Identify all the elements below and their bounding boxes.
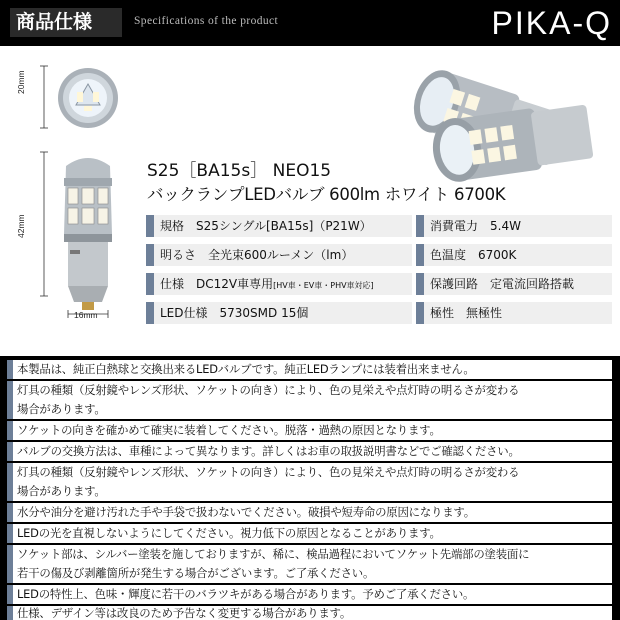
note-accent-bar (7, 503, 13, 522)
spec-accent-bar (416, 302, 424, 324)
note-accent-bar (7, 442, 13, 461)
spec-brightness (146, 244, 412, 266)
spec-led-text: LED仕様 5730SMD 15個 (160, 306, 309, 320)
dimension-20mm-label: 20mm (16, 70, 26, 94)
spec-accent-bar (416, 273, 424, 295)
spec-operation-note: [HV車・EV車・PHV車対応] (273, 281, 374, 290)
note-text: 本製品は、純正白熱球と交換出来るLEDバルブです。純正LEDランプには装着出来ません。 (17, 362, 475, 376)
note-item (7, 503, 612, 522)
spec-accent-bar (416, 215, 424, 237)
bulb-dimension-drawing (18, 56, 118, 326)
note-accent-bar (7, 421, 13, 440)
spec-operation-label: 仕様 DC12V車専用 (160, 277, 274, 291)
note-text-continued: 場合があります。 (17, 402, 106, 416)
note-text-continued: 若干の傷及び剥離箇所が発生する場合がございます。ご了承ください。 (17, 566, 375, 580)
caution-notes (0, 356, 620, 620)
section-tag (10, 8, 122, 37)
section-title: 商品仕様 (16, 11, 93, 33)
note-accent-bar (7, 606, 13, 620)
note-item (7, 524, 612, 543)
note-accent-bar (7, 545, 13, 583)
note-item (7, 585, 612, 604)
note-accent-bar (7, 463, 13, 501)
spec-operation (146, 273, 412, 295)
note-text-continued: 場合があります。 (17, 484, 106, 498)
spec-led (146, 302, 412, 324)
note-text: ソケットの向きを確かめて確実に装着してください。脱落・過熱の原因となります。 (17, 423, 441, 437)
spec-polarity-text: 極性 無極性 (430, 306, 503, 320)
spec-operation-text (160, 273, 374, 295)
spec-accent-bar (146, 302, 154, 324)
spec-color-temp (416, 244, 612, 266)
spec-accent-bar (416, 244, 424, 266)
spec-accent-bar (146, 273, 154, 295)
section-subtitle: Specifications of the product (134, 15, 279, 27)
note-text: 仕様、デザイン等は改良のため予告なく変更する場合があります。 (17, 606, 352, 620)
spec-protection-text: 保護回路 定電流回路搭載 (430, 277, 575, 291)
note-item (7, 442, 612, 461)
note-text: 灯具の種類（反射鏡やレンズ形状、ソケットの向き）により、色の見栄えや点灯時の明るさが変わる (17, 465, 520, 479)
note-accent-bar (7, 585, 13, 604)
note-text: 水分や油分を避け汚れた手や手袋で扱わないでください。破損や短寿命の原因になります。 (17, 505, 475, 519)
spec-brightness-text: 明るさ 全光束600ルーメン（lm） (160, 248, 354, 262)
note-text: 灯具の種類（反射鏡やレンズ形状、ソケットの向き）により、色の見栄えや点灯時の明るさが変わる (17, 383, 520, 397)
note-item (7, 381, 612, 419)
note-accent-bar (7, 524, 13, 543)
note-accent-bar (7, 381, 13, 419)
spec-power (416, 215, 612, 237)
spec-power-text: 消費電力 5.4W (430, 219, 521, 233)
product-title-line2: バックランプLEDバルブ 600lm ホワイト 6700K (147, 185, 506, 204)
note-item (7, 545, 612, 583)
product-photo (378, 44, 620, 202)
note-item (7, 421, 612, 440)
note-item (7, 360, 612, 379)
bulb-dimension-figure (18, 56, 118, 326)
spec-accent-bar (146, 215, 154, 237)
dimension-16mm-label: 16mm (74, 310, 98, 320)
bulb-pair-image (378, 44, 620, 202)
product-title-line1: S25［BA15s］ NEO15 (147, 161, 332, 181)
note-text: バルブの交換方法は、車種によって異なります。詳しくはお車の取扱説明書などでご確認ください。 (17, 444, 520, 458)
spec-protection (416, 273, 612, 295)
spec-color-temp-text: 色温度 6700K (430, 248, 517, 262)
dimension-42mm-label: 42mm (16, 214, 26, 238)
note-item (7, 606, 612, 620)
note-text: LEDの光を直視しないようにしてください。視力低下の原因となることがあります。 (17, 526, 441, 540)
header-bar (0, 0, 620, 46)
note-item (7, 463, 612, 501)
spec-accent-bar (146, 244, 154, 266)
note-text: ソケット部は、シルバー塗装を施しておりますが、稀に、検品過程においてソケット先端部の塗装面に (17, 547, 530, 561)
spec-standard-text: 規格 S25シングル[BA15s]（P21W） (160, 219, 372, 233)
spec-polarity (416, 302, 612, 324)
brand-logo: PIKA-Q (491, 5, 612, 41)
note-text: LEDの特性上、色味・輝度に若干のバラツキがある場合があります。予めご了承ください。 (17, 587, 475, 601)
spec-standard (146, 215, 412, 237)
note-accent-bar (7, 360, 13, 379)
